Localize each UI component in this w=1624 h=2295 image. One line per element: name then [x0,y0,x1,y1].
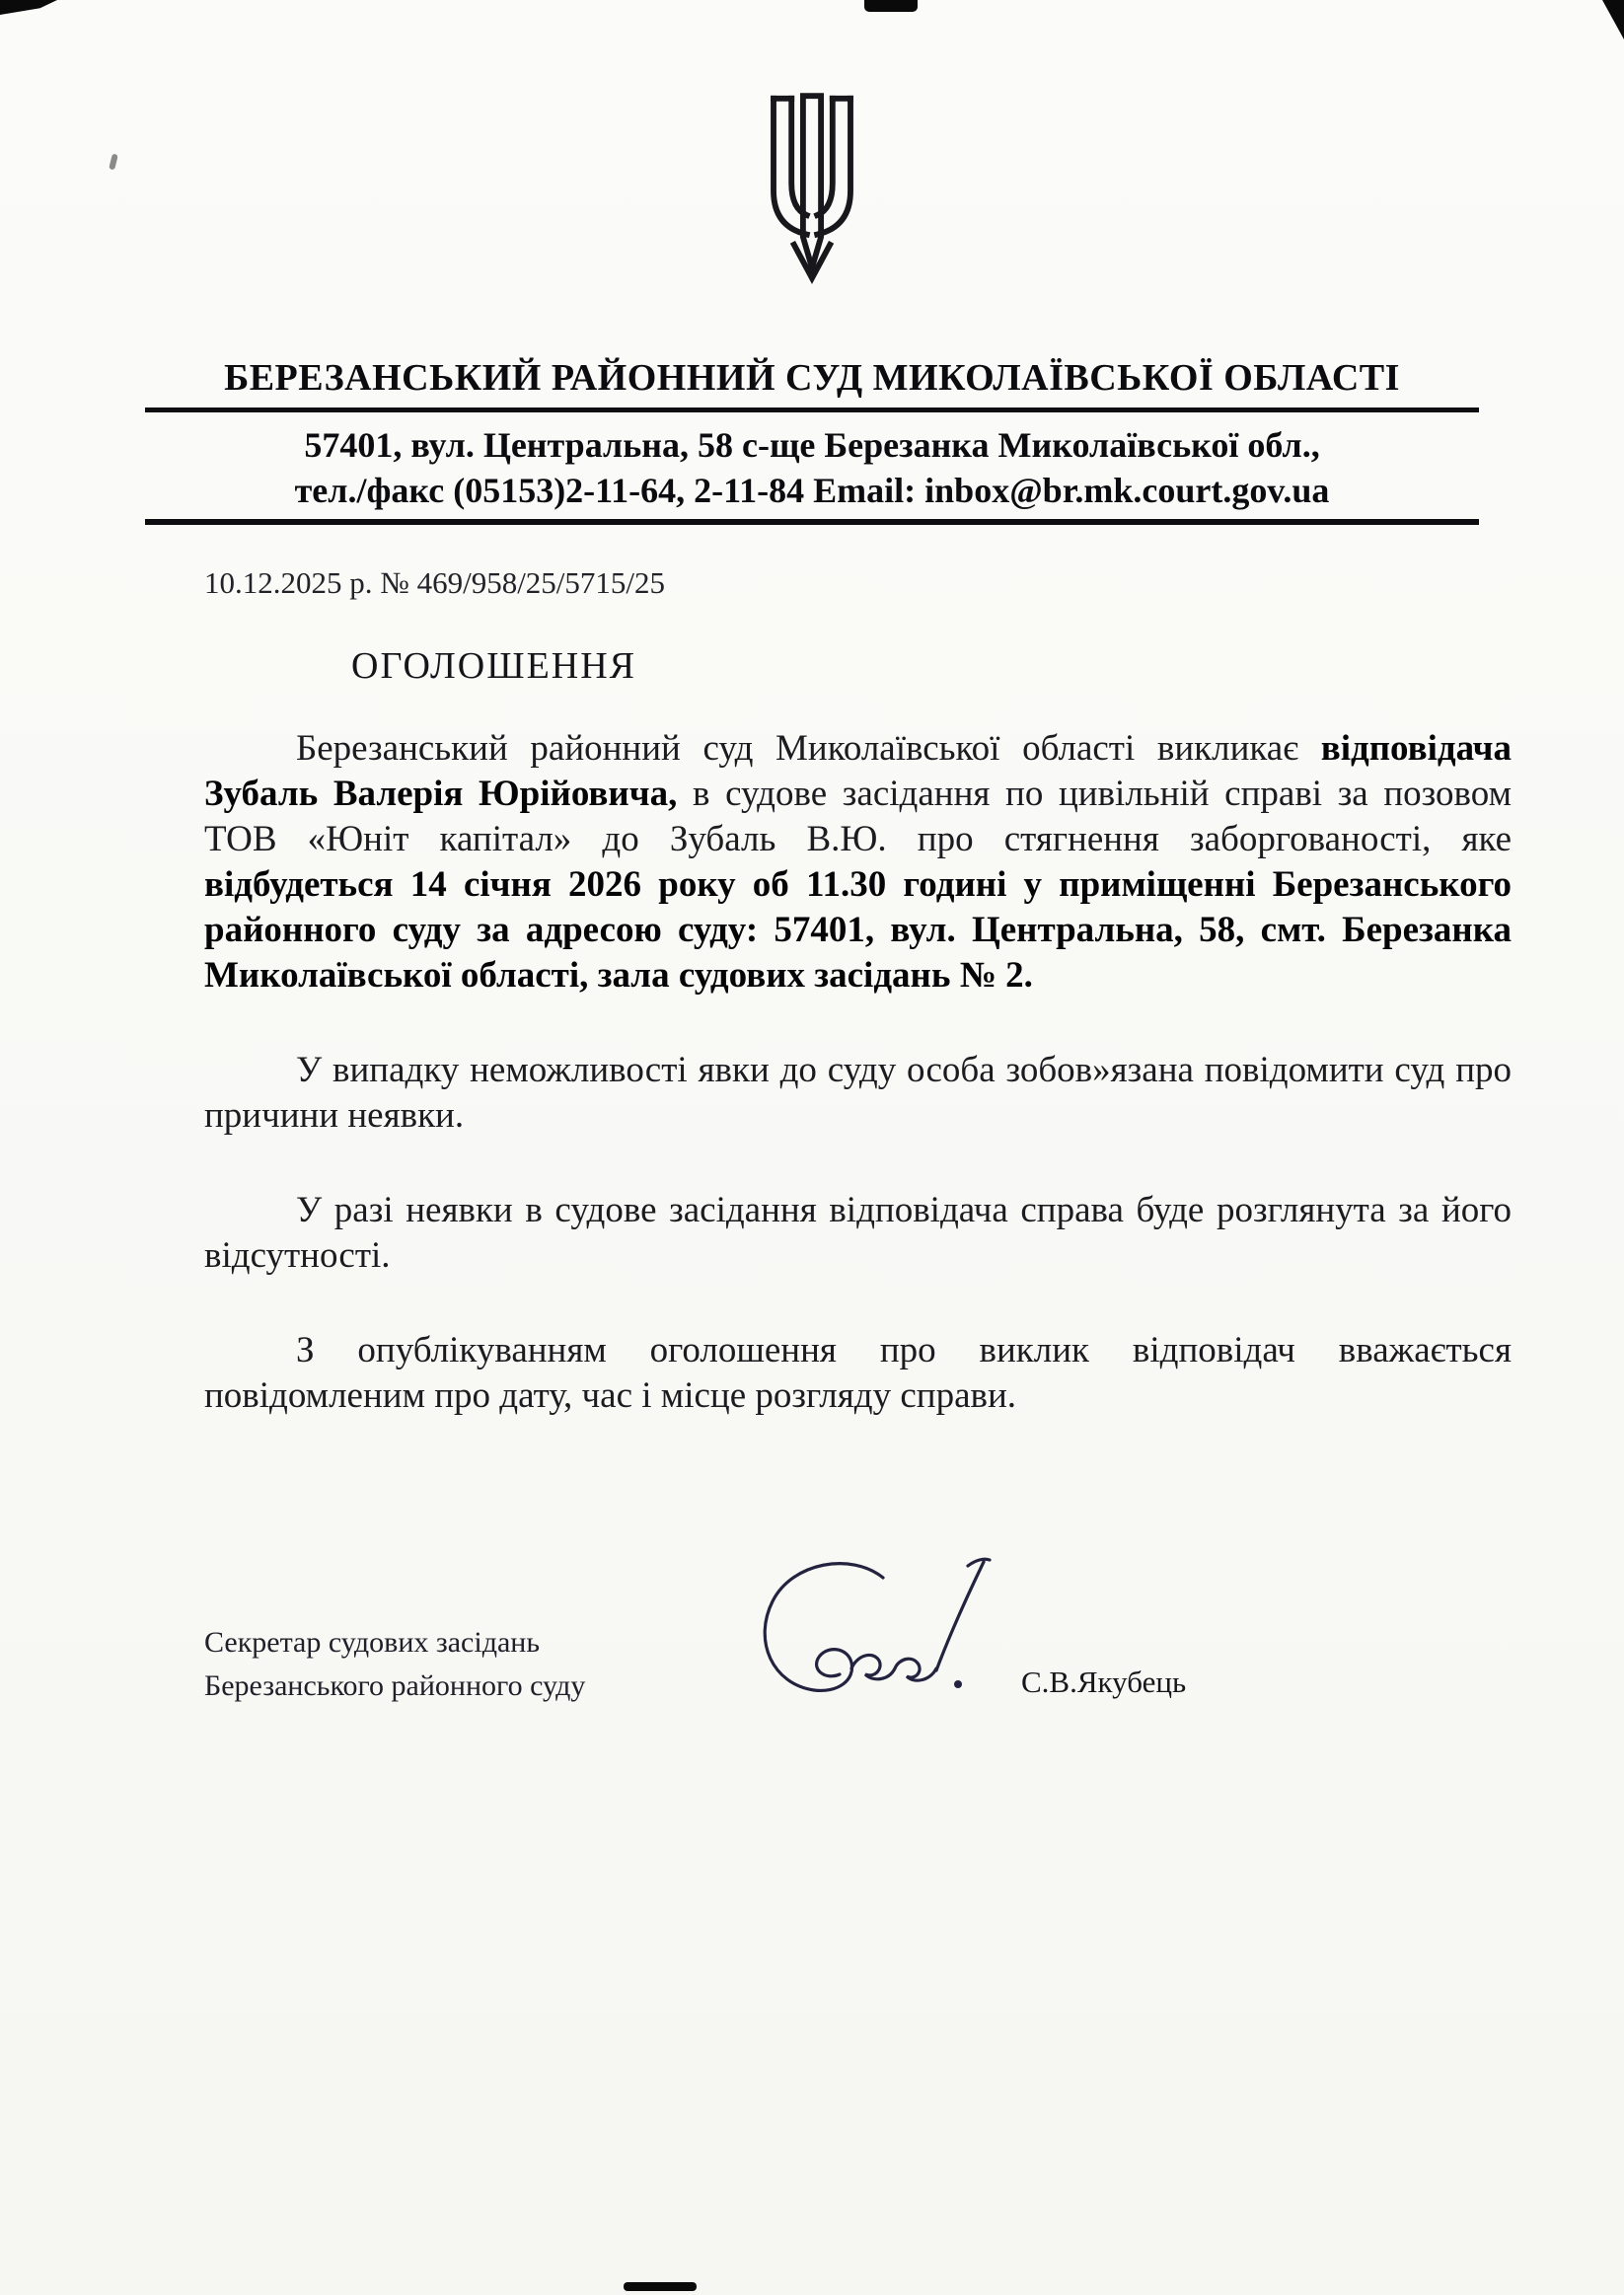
ukraine-trident-icon [761,91,863,301]
hearing-details: відбудеться 14 січня 2026 року об 11.30 годині у приміщенні Березанського районного суду за адресою суду: 57401, вул. Центральна, 58, смт. Березанка Миколаївської області, зала судових засідань № 2. [204,864,1512,996]
court-address: 57401, вул. Центральна, 58 с-ще Березанка Миколаївської обл., [304,425,1320,465]
signatory-role-line2: Березанського районного суду [204,1669,586,1702]
body-paragraph-notice-absence: У випадку неможливості явки до суду особа зобов»язана повідомити суд про причини неявки. [204,1050,1512,1136]
scan-artifact [864,0,918,12]
body-paragraph-summons [204,726,1512,999]
signature-block [204,1621,1512,1838]
document-body [204,726,1512,1419]
scan-artifact [1602,0,1624,39]
signatory-role-line1: Секретар судових засідань [204,1626,541,1659]
defendant-name: відповідача Зубаль Валерія Юрійовича, [204,728,1512,814]
header-divider-top [145,407,1479,412]
header-divider-bottom [145,519,1479,525]
handwritten-signature-icon [735,1544,1001,1717]
reference-number: 10.12.2025 р. № 469/958/25/5715/25 [204,565,666,600]
summons-intro: Березанський районний суд Миколаївської області викликає [296,728,1321,769]
signatory-name: С.В.Якубець [1021,1665,1187,1699]
document-title: ОГОЛОШЕННЯ [351,645,637,687]
case-description: в судове засідання по цивільній справі за позовом ТОВ «Юніт капітал» до Зубаль В.Ю. про стягнення заборгованості, яке [204,774,1512,859]
court-name: БЕРЕЗАНСЬКИЙ РАЙОННИЙ СУД МИКОЛАЇВСЬКОЇ ОБЛАСТІ [224,357,1400,399]
body-paragraph-publication: З опублікуванням оголошення про виклик відповідач вважається повідомленим про дату, час і місце розгляду справи. [204,1330,1512,1416]
scan-artifact [624,2282,697,2291]
body-paragraph-consequence: У разі неявки в судове засідання відповідача справа буде розглянута за його відсутності. [204,1190,1512,1276]
scan-artifact [0,0,57,15]
court-contact: тел./факс (05153)2-11-64, 2-11-84 Email: inbox@br.mk.court.gov.ua [294,471,1330,510]
scan-artifact [109,154,118,171]
